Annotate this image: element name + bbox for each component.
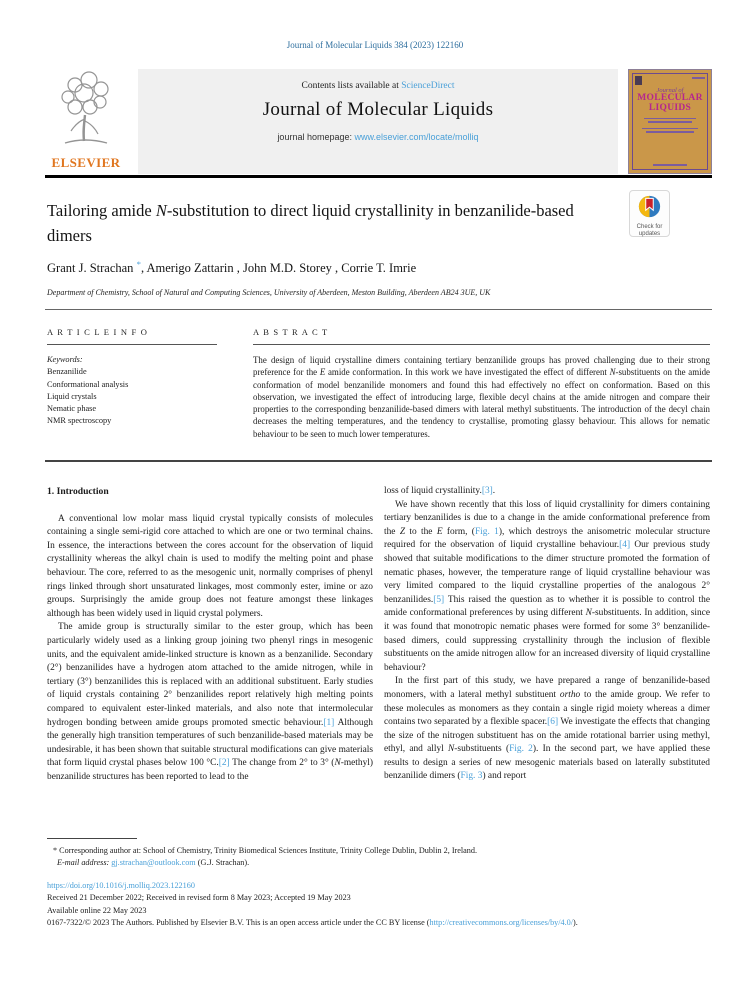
- text-segment: -substituents. In addition, since it was found that monotropic nematic phases were formed for some 3° benzanilide-based dimers, could suppressing crystallinity through the inclusion of flexible substituents on the amide nitrogen allow for an increased diversity of liquid crystalline behaviour?: [384, 608, 710, 673]
- text-segment: -substituents (: [454, 744, 510, 755]
- text-segment: N: [609, 367, 616, 378]
- affiliation: Department of Chemistry, School of Natural and Computing Sciences, University of Aberdeen, Meston Building, Aberdeen AB24 3UE, UK: [47, 288, 491, 297]
- homepage-prefix: journal homepage:: [277, 132, 355, 142]
- journal-banner: [138, 69, 618, 174]
- text-segment: E: [319, 367, 326, 378]
- left-column: [47, 485, 373, 784]
- elsevier-tree-icon: [51, 69, 121, 153]
- body-columns: [47, 485, 710, 784]
- text-segment: N: [448, 744, 455, 755]
- inline-link[interactable]: [2]: [218, 758, 230, 769]
- keyword-item: Conformational analysis: [47, 379, 129, 389]
- body-paragraph: [47, 513, 373, 622]
- sciencedirect-link[interactable]: ScienceDirect: [401, 81, 455, 91]
- check-for-updates-badge[interactable]: [629, 190, 670, 237]
- body-paragraph: [47, 621, 373, 784]
- abstract-column: [253, 327, 710, 440]
- text-segment: Z: [399, 526, 406, 537]
- text-segment: Although the generally high transition temperatures of such benzanilide-based materials may be undesirable, it has been shown that suitable structural modifications can give materials that form liquid crystal phases below 100 °C.: [47, 717, 373, 769]
- text-segment: ortho: [559, 689, 581, 700]
- body-paragraph: [384, 675, 710, 784]
- corresponding-author-footnote: [47, 845, 710, 869]
- abstract-text: [253, 354, 710, 440]
- text-segment: -methyl) benzanilide structures has been reported to lead to the: [47, 758, 373, 782]
- text-segment: -substitution to direct liquid crystallinity in benzanilide-based dimers: [47, 201, 574, 245]
- journal-title: Journal of Molecular Liquids: [262, 99, 494, 120]
- text-segment: The design of liquid crystalline dimers containing tertiary benzanilide groups has proved challenging due to their strong preference for the: [253, 355, 710, 378]
- text-segment: ) and report: [482, 771, 527, 782]
- text-segment: E-mail address:: [57, 858, 110, 867]
- text-segment: We have shown recently that this loss of liquid crystallinity for dimers containing tertiary benzanilides is due to a change in the amide conformational preference from the: [384, 499, 710, 537]
- abstract-bottom-rule: [45, 460, 712, 462]
- keywords-label: Keywords:: [47, 355, 83, 364]
- article-info-column: [47, 327, 237, 428]
- inline-link[interactable]: *: [136, 259, 141, 269]
- cover-publisher-icon: [635, 76, 642, 85]
- text-segment: Grant J. Strachan: [47, 261, 137, 276]
- text-segment: .: [492, 486, 496, 496]
- homepage-line: [138, 132, 618, 142]
- text-segment: Tailoring amide: [47, 201, 156, 220]
- inline-link[interactable]: [5]: [433, 594, 445, 605]
- journal-homepage-link[interactable]: www.elsevier.com/locate/molliq: [354, 132, 479, 142]
- contents-line: [138, 69, 618, 91]
- text-segment: to the amide group. We refer to these molecules as monomers as they contain a single rigid moiety whereas a dimer contains two separated by a flexible spacer.: [384, 689, 711, 728]
- author-list: [47, 259, 416, 276]
- text-segment: E: [436, 526, 443, 537]
- text-segment: -substituents on the amide conformation of model benzanilide monomers and found this had effectively no effect on conformation. Based on this observation, we investigated the effect of introducing large, flexible decyl chains at the amide nitrogen and compare their properties to the corresponding benzanilide-based dimers with lateral methyl substituents. The introduction of the decyl chain decreases the melting temperatures, and the tendency to crystallise, promoting glassy behaviour. This allows for nematic behaviour to be seen to much lower temperatures.: [253, 367, 710, 439]
- text-segment: This raised the question as to whether it is possible to control the amide conformational preferences by using different: [384, 594, 710, 619]
- keyword-item: Liquid crystals: [47, 391, 97, 401]
- keyword-item: Nematic phase: [47, 404, 97, 414]
- masthead: [45, 69, 712, 174]
- article-footer: [47, 880, 710, 930]
- doi-link[interactable]: https://doi.org/10.1016/j.molliq.2023.122160: [47, 881, 195, 890]
- text-segment: In the first part of this study, we have prepared a range of benzanilide-based monomers, with a lateral methyl substituent: [384, 676, 710, 700]
- article-info-rule: [47, 344, 217, 345]
- inline-link[interactable]: [1]: [323, 717, 335, 728]
- cover-journal-of: Journal of: [656, 87, 684, 94]
- cover-title-line2: LIQUIDS: [648, 102, 692, 113]
- text-segment: amide conformation. In this work we have investigated the effect of different: [325, 367, 610, 378]
- journal-citation-link[interactable]: Journal of Molecular Liquids 384 (2023) 122160: [286, 40, 464, 50]
- elsevier-wordmark: ELSEVIER: [51, 155, 121, 170]
- text-segment: N: [334, 758, 341, 769]
- text-segment: A conventional low molar mass liquid crystal typically consists of molecules containing a single semi-rigid core attached to which are one or two terminal chains. In essence, the interactions between the cores account for the observation of liquid crystallinity whereas the alkyl chain is used to modify the melting point and phase behaviour. The core, referred to as the mesogenic unit, normally comprises of phenyl rings linked through short unsaturated linkages, most commonly ester, imine or azo groups. Surprisingly the amide group does not feature amongst these linkages although has been widely used in liquid crystal polymers.: [47, 513, 373, 619]
- received-dates: Received 21 December 2022; Received in revised form 8 May 2023; Accepted 19 May 2023: [47, 893, 351, 903]
- contents-prefix: Contents lists available at: [301, 81, 402, 91]
- text-segment: to the: [405, 526, 437, 537]
- text-segment: ).: [573, 918, 578, 928]
- abstract-heading: A B S T R A C T: [253, 327, 329, 337]
- article-title: [47, 199, 622, 249]
- cover-frame: [632, 73, 708, 170]
- text-segment: * Corresponding author at: School of Chemistry, Trinity Biomedical Sciences Institute, Trinity College Dublin, Dublin 2, Ireland.: [53, 846, 478, 855]
- section-heading-introduction: 1. Introduction: [47, 486, 109, 497]
- text-segment: N: [155, 201, 167, 220]
- text-segment: , Amerigo Zattarin , John M.D. Storey , Corrie T. Imrie: [140, 261, 417, 276]
- cover-title-line1: MOLECULAR: [637, 93, 703, 103]
- masthead-divider: [45, 175, 712, 178]
- copyright-line: [47, 917, 710, 929]
- footnote-email-line: [47, 857, 710, 869]
- text-segment: 0167-7322/© 2023 The Authors. Published by Elsevier B.V. This is an open access article under the CC BY license (: [47, 918, 430, 928]
- journal-cover-thumbnail[interactable]: [628, 69, 712, 174]
- body-paragraph: [384, 499, 710, 676]
- inline-link[interactable]: Fig. 1: [474, 526, 499, 537]
- footnote-line: [47, 845, 710, 857]
- abstract-rule: [253, 344, 710, 345]
- text-segment: (G.J. Strachan).: [195, 858, 250, 867]
- text-segment: form, (: [442, 526, 475, 537]
- cover-footer-mark: [629, 164, 711, 166]
- text-segment: ), which destroys the anisometric molecular structure required for the observation of liquid crystalline behaviour.: [384, 526, 710, 551]
- inline-link[interactable]: gj.strachan@outlook.com: [111, 858, 196, 867]
- elsevier-logo[interactable]: [45, 69, 127, 174]
- text-segment: We investigate the effects that changing the size of the nitrogen substituent has on the amide rotational barrier using methyl, ethyl, and allyl: [384, 717, 710, 755]
- cover-volume-mark: [692, 77, 705, 79]
- keyword-item: NMR spectroscopy: [47, 416, 112, 426]
- text-segment: The amide group is structurally similar to the ester group, which has been particularly widely used as a linking group joining two phenyl rings in mesogenic units, and the equivalent amide-linked structure is known as a benzanilide. Secondary (2°) benzanilides have a hydrogen atom attached to the amide nitrogen, while in tertiary (3°) benzanilides this is replaced with an additional substituent. Early studies of liquid crystals containing 2° benzanilides report relatively high melting points compared to equivalent ester-linked materials, and also note that intermolecular hydrogen bonding between amide groups promoted smectic behaviour.: [47, 622, 373, 728]
- text-segment: Our previous study showed that suitable modifications to the dimer structure promoted the formation of nematic phases, however, the temperature range of liquid crystalline behaviour was very limited compared to the liquid crystalline properties of the analogous 2° benzanilides.: [384, 540, 711, 605]
- inline-link[interactable]: [3]: [481, 486, 493, 496]
- inline-link[interactable]: [6]: [547, 717, 559, 728]
- right-column: [384, 485, 710, 784]
- inline-link[interactable]: [4]: [619, 540, 631, 551]
- text-segment: loss of liquid crystallinity.: [384, 486, 482, 496]
- body-paragraph: [384, 485, 710, 499]
- check-for-updates-label: Check for updates: [636, 224, 663, 238]
- text-segment: The change from 2° to 3° (: [229, 758, 335, 769]
- article-info-heading: A R T I C L E I N F O: [47, 327, 149, 337]
- crossmark-icon: [637, 194, 662, 219]
- footnote-rule: [47, 838, 137, 839]
- keyword-item: Benzanilide: [47, 367, 87, 377]
- text-segment: N: [585, 608, 592, 619]
- inline-link[interactable]: http://creativecommons.org/licenses/by/4.0/: [429, 918, 574, 928]
- inline-link[interactable]: Fig. 3: [460, 771, 483, 782]
- header-rule: [45, 309, 712, 310]
- text-segment: ). In the second part, we have applied these results to design a series of new mesogenic materials based on laterally substituted benzanilide dimers (: [384, 744, 710, 782]
- inline-link[interactable]: Fig. 2: [509, 744, 533, 755]
- available-online: Available online 22 May 2023: [47, 905, 147, 915]
